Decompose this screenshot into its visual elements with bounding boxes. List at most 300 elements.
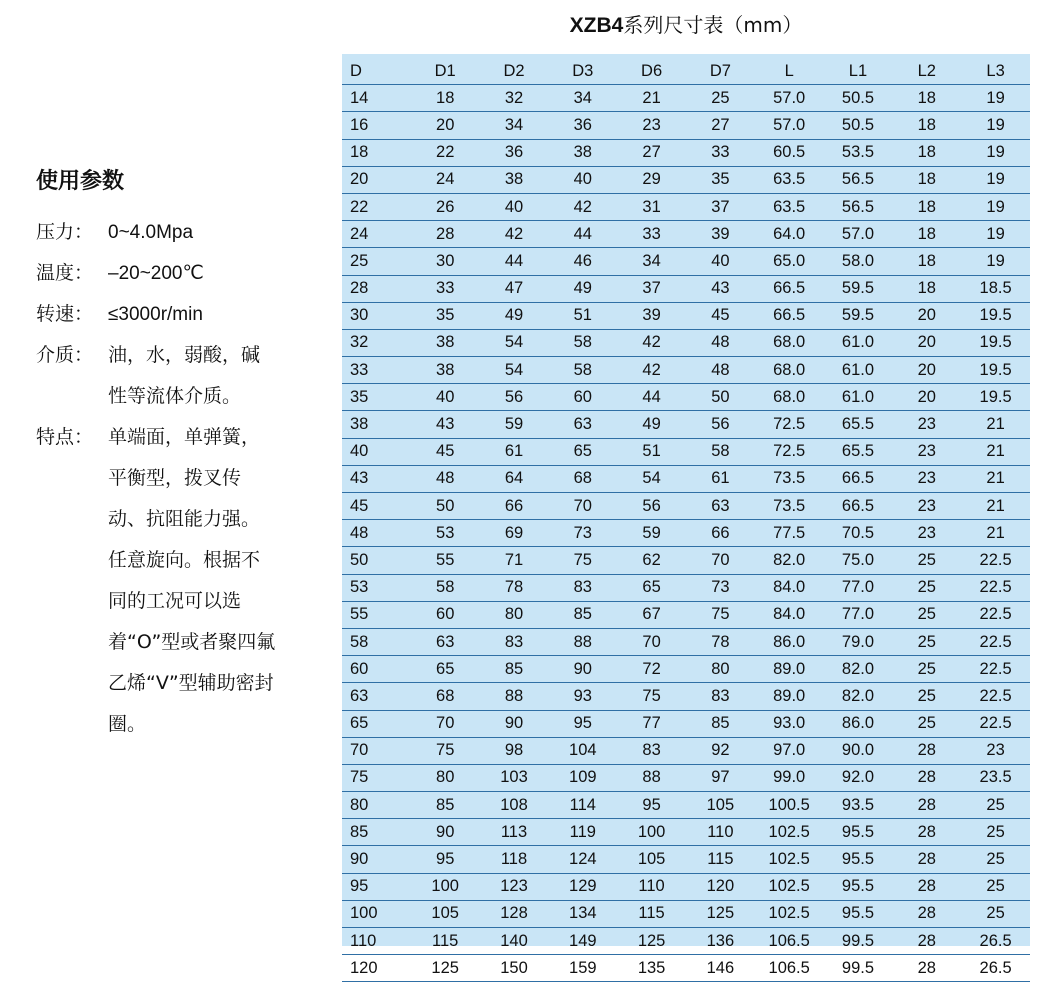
table-row <box>342 357 1030 384</box>
table-cell-l: 60.5 <box>755 139 824 166</box>
table-cell-l: 106.5 <box>755 955 824 982</box>
table-cell-d3: 42 <box>548 193 617 220</box>
table-cell-l: 89.0 <box>755 683 824 710</box>
table-cell-l2: 25 <box>892 601 961 628</box>
table-cell-d7: 80 <box>686 656 755 683</box>
table-cell-d3: 70 <box>548 493 617 520</box>
table-cell-d1: 90 <box>411 819 480 846</box>
table-cell-d1: 43 <box>411 411 480 438</box>
table-cell-l1: 56.5 <box>824 166 893 193</box>
table-cell-l: 106.5 <box>755 928 824 955</box>
table-cell-l3: 19 <box>961 166 1030 193</box>
table-cell-d2: 78 <box>480 574 549 601</box>
table-cell-d2: 44 <box>480 248 549 275</box>
table-cell-d7: 58 <box>686 438 755 465</box>
table-cell-d6: 39 <box>617 302 686 329</box>
table-row <box>342 139 1030 166</box>
table-cell-l: 102.5 <box>755 873 824 900</box>
table-row <box>342 248 1030 275</box>
table-cell-l1: 95.5 <box>824 900 893 927</box>
table-cell-l: 89.0 <box>755 656 824 683</box>
table-cell-d6: 37 <box>617 275 686 302</box>
table-cell-l2: 18 <box>892 85 961 112</box>
table-cell-l2: 20 <box>892 384 961 411</box>
table-cell-l1: 77.0 <box>824 601 893 628</box>
table-cell-d3: 34 <box>548 85 617 112</box>
table-cell-l: 86.0 <box>755 628 824 655</box>
table-cell-d: 53 <box>342 574 411 601</box>
table-cell-l1: 61.0 <box>824 329 893 356</box>
table-row <box>342 112 1030 139</box>
title-text: 系列尺寸表（mm） <box>623 13 803 37</box>
table-cell-d1: 60 <box>411 601 480 628</box>
table-cell-d1: 38 <box>411 329 480 356</box>
table-cell-l1: 56.5 <box>824 193 893 220</box>
table-cell-d: 43 <box>342 465 411 492</box>
table-row <box>342 302 1030 329</box>
table-cell-d6: 125 <box>617 928 686 955</box>
table-cell-d3: 58 <box>548 357 617 384</box>
table-cell-l2: 23 <box>892 493 961 520</box>
column-header-l2: L2 <box>892 58 961 85</box>
table-cell-l3: 21 <box>961 411 1030 438</box>
table-cell-d: 35 <box>342 384 411 411</box>
table-cell-d7: 61 <box>686 465 755 492</box>
table-cell-l2: 18 <box>892 275 961 302</box>
dimension-table <box>342 58 1030 982</box>
table-row <box>342 683 1030 710</box>
table-cell-l2: 28 <box>892 819 961 846</box>
column-header-l1: L1 <box>824 58 893 85</box>
table-cell-d6: 70 <box>617 628 686 655</box>
table-cell-d6: 83 <box>617 737 686 764</box>
table-cell-l: 68.0 <box>755 384 824 411</box>
column-header-l: L <box>755 58 824 85</box>
table-cell-d: 60 <box>342 656 411 683</box>
table-cell-l3: 18.5 <box>961 275 1030 302</box>
table-cell-l: 77.5 <box>755 520 824 547</box>
table-cell-l3: 26.5 <box>961 928 1030 955</box>
table-cell-d3: 85 <box>548 601 617 628</box>
param-label: 特点： <box>36 426 94 448</box>
table-cell-d6: 29 <box>617 166 686 193</box>
table-cell-d7: 27 <box>686 112 755 139</box>
table-cell-l3: 19 <box>961 85 1030 112</box>
table-cell-d: 25 <box>342 248 411 275</box>
table-row <box>342 221 1030 248</box>
table-cell-l2: 18 <box>892 112 961 139</box>
table-cell-d7: 136 <box>686 928 755 955</box>
table-cell-d3: 40 <box>548 166 617 193</box>
table-cell-d7: 35 <box>686 166 755 193</box>
table-cell-d7: 110 <box>686 819 755 846</box>
table-cell-l1: 66.5 <box>824 465 893 492</box>
table-cell-d2: 59 <box>480 411 549 438</box>
table-cell-d: 32 <box>342 329 411 356</box>
table-cell-d3: 44 <box>548 221 617 248</box>
table-cell-d2: 140 <box>480 928 549 955</box>
table-cell-d1: 95 <box>411 846 480 873</box>
table-cell-l3: 19 <box>961 221 1030 248</box>
param-features <box>36 417 336 745</box>
table-cell-d6: 65 <box>617 574 686 601</box>
table-row <box>342 900 1030 927</box>
table-cell-l3: 25 <box>961 792 1030 819</box>
table-row <box>342 193 1030 220</box>
table-cell-d7: 85 <box>686 710 755 737</box>
table-cell-d2: 88 <box>480 683 549 710</box>
table-cell-d: 24 <box>342 221 411 248</box>
table-row <box>342 628 1030 655</box>
table-cell-d3: 38 <box>548 139 617 166</box>
parameters-heading: 使用参数 <box>36 169 125 194</box>
param-temperature <box>36 253 336 294</box>
param-medium <box>36 335 336 417</box>
column-header-l3: L3 <box>961 58 1030 85</box>
column-header-d: D <box>342 58 411 85</box>
table-cell-d7: 120 <box>686 873 755 900</box>
table-cell-d7: 78 <box>686 628 755 655</box>
table-cell-d3: 46 <box>548 248 617 275</box>
table-cell-d3: 73 <box>548 520 617 547</box>
table-row <box>342 574 1030 601</box>
table-cell-l2: 28 <box>892 792 961 819</box>
table-cell-l1: 77.0 <box>824 574 893 601</box>
table-cell-l3: 19.5 <box>961 302 1030 329</box>
table-cell-l2: 28 <box>892 900 961 927</box>
table-cell-d: 70 <box>342 737 411 764</box>
table-cell-l3: 19.5 <box>961 384 1030 411</box>
table-cell-d6: 23 <box>617 112 686 139</box>
table-cell-d: 40 <box>342 438 411 465</box>
table-cell-d1: 85 <box>411 792 480 819</box>
table-cell-d3: 75 <box>548 547 617 574</box>
table-cell-d7: 105 <box>686 792 755 819</box>
table-cell-d2: 40 <box>480 193 549 220</box>
column-header-d6: D6 <box>617 58 686 85</box>
table-cell-l2: 20 <box>892 302 961 329</box>
table-cell-d2: 69 <box>480 520 549 547</box>
table-cell-l1: 95.5 <box>824 873 893 900</box>
table-cell-d3: 51 <box>548 302 617 329</box>
table-cell-l1: 79.0 <box>824 628 893 655</box>
table-cell-l1: 90.0 <box>824 737 893 764</box>
param-label: 转速： <box>36 303 94 325</box>
table-cell-l1: 61.0 <box>824 357 893 384</box>
table-cell-d1: 35 <box>411 302 480 329</box>
table-cell-d7: 43 <box>686 275 755 302</box>
table-cell-l: 102.5 <box>755 846 824 873</box>
table-cell-l1: 82.0 <box>824 656 893 683</box>
table-cell-l2: 25 <box>892 710 961 737</box>
table-cell-d3: 68 <box>548 465 617 492</box>
table-cell-l1: 99.5 <box>824 928 893 955</box>
table-cell-d6: 62 <box>617 547 686 574</box>
table-cell-d6: 59 <box>617 520 686 547</box>
param-value: 0~4.0Mpa <box>108 222 194 243</box>
table-cell-d6: 105 <box>617 846 686 873</box>
table-cell-d6: 72 <box>617 656 686 683</box>
table-cell-d1: 50 <box>411 493 480 520</box>
table-cell-d2: 42 <box>480 221 549 248</box>
table-cell-l2: 23 <box>892 438 961 465</box>
param-pressure <box>36 212 336 253</box>
table-cell-d1: 40 <box>411 384 480 411</box>
table-cell-l3: 19 <box>961 112 1030 139</box>
table-cell-l2: 28 <box>892 873 961 900</box>
table-cell-d1: 38 <box>411 357 480 384</box>
table-cell-l3: 26.5 <box>961 955 1030 982</box>
table-cell-l1: 61.0 <box>824 384 893 411</box>
table-cell-d6: 115 <box>617 900 686 927</box>
table-cell-d2: 56 <box>480 384 549 411</box>
table-cell-d7: 115 <box>686 846 755 873</box>
table-cell-d3: 159 <box>548 955 617 982</box>
table-cell-d1: 100 <box>411 873 480 900</box>
table-cell-d: 14 <box>342 85 411 112</box>
table-cell-d: 16 <box>342 112 411 139</box>
table-row <box>342 520 1030 547</box>
table-cell-d: 33 <box>342 357 411 384</box>
table-cell-d1: 33 <box>411 275 480 302</box>
table-cell-d: 48 <box>342 520 411 547</box>
table-cell-d2: 71 <box>480 547 549 574</box>
table-cell-d2: 113 <box>480 819 549 846</box>
table-cell-d6: 44 <box>617 384 686 411</box>
table-cell-d7: 45 <box>686 302 755 329</box>
table-cell-l: 99.0 <box>755 764 824 791</box>
table-cell-d3: 104 <box>548 737 617 764</box>
table-cell-l1: 65.5 <box>824 411 893 438</box>
table-cell-d: 65 <box>342 710 411 737</box>
table-cell-d: 120 <box>342 955 411 982</box>
table-cell-d6: 135 <box>617 955 686 982</box>
table-cell-l2: 28 <box>892 764 961 791</box>
table-cell-l1: 82.0 <box>824 683 893 710</box>
table-cell-l2: 18 <box>892 166 961 193</box>
table-row <box>342 465 1030 492</box>
table-cell-l1: 65.5 <box>824 438 893 465</box>
table-cell-l2: 28 <box>892 737 961 764</box>
table-cell-l1: 53.5 <box>824 139 893 166</box>
table-cell-l: 73.5 <box>755 493 824 520</box>
table-cell-d: 55 <box>342 601 411 628</box>
table-cell-d: 18 <box>342 139 411 166</box>
table-cell-d1: 20 <box>411 112 480 139</box>
table-cell-l3: 25 <box>961 900 1030 927</box>
table-cell-l3: 19.5 <box>961 357 1030 384</box>
table-cell-l: 64.0 <box>755 221 824 248</box>
table-cell-l3: 22.5 <box>961 656 1030 683</box>
table-cell-d: 20 <box>342 166 411 193</box>
param-value: 油，水，弱酸，碱性等流体介质。 <box>108 344 261 407</box>
table-cell-d7: 75 <box>686 601 755 628</box>
table-cell-l3: 22.5 <box>961 628 1030 655</box>
table-cell-d1: 58 <box>411 574 480 601</box>
table-cell-l: 65.0 <box>755 248 824 275</box>
table-cell-d7: 83 <box>686 683 755 710</box>
table-row <box>342 710 1030 737</box>
table-cell-d1: 65 <box>411 656 480 683</box>
table-cell-d3: 109 <box>548 764 617 791</box>
table-cell-l: 93.0 <box>755 710 824 737</box>
table-cell-d1: 30 <box>411 248 480 275</box>
table-cell-d1: 53 <box>411 520 480 547</box>
table-cell-l3: 19 <box>961 139 1030 166</box>
table-cell-l3: 23 <box>961 737 1030 764</box>
table-cell-l3: 22.5 <box>961 710 1030 737</box>
table-cell-d3: 63 <box>548 411 617 438</box>
table-cell-d7: 39 <box>686 221 755 248</box>
param-speed <box>36 294 336 335</box>
table-cell-d3: 58 <box>548 329 617 356</box>
table-cell-l1: 59.5 <box>824 275 893 302</box>
table-cell-l3: 19.5 <box>961 329 1030 356</box>
table-cell-d6: 42 <box>617 357 686 384</box>
table-cell-d: 30 <box>342 302 411 329</box>
table-cell-d2: 54 <box>480 329 549 356</box>
table-cell-l2: 25 <box>892 628 961 655</box>
table-cell-d2: 32 <box>480 85 549 112</box>
table-cell-l1: 95.5 <box>824 819 893 846</box>
table-cell-d3: 124 <box>548 846 617 873</box>
table-cell-d7: 50 <box>686 384 755 411</box>
table-cell-d1: 48 <box>411 465 480 492</box>
table-cell-d7: 66 <box>686 520 755 547</box>
table-cell-d2: 150 <box>480 955 549 982</box>
table-cell-d1: 125 <box>411 955 480 982</box>
table-cell-l1: 59.5 <box>824 302 893 329</box>
table-cell-d6: 88 <box>617 764 686 791</box>
table-cell-l1: 92.0 <box>824 764 893 791</box>
table-cell-d3: 60 <box>548 384 617 411</box>
table-cell-d1: 63 <box>411 628 480 655</box>
table-cell-l2: 23 <box>892 520 961 547</box>
table-cell-d6: 75 <box>617 683 686 710</box>
table-cell-d6: 110 <box>617 873 686 900</box>
table-cell-d2: 66 <box>480 493 549 520</box>
table-cell-l1: 50.5 <box>824 85 893 112</box>
dimension-table-panel <box>342 54 1030 977</box>
table-cell-d3: 119 <box>548 819 617 846</box>
table-row <box>342 601 1030 628</box>
table-cell-d3: 83 <box>548 574 617 601</box>
table-row <box>342 275 1030 302</box>
table-cell-d2: 123 <box>480 873 549 900</box>
table-cell-d7: 73 <box>686 574 755 601</box>
table-cell-d3: 134 <box>548 900 617 927</box>
table-cell-d3: 88 <box>548 628 617 655</box>
table-cell-d7: 48 <box>686 329 755 356</box>
table-row <box>342 411 1030 438</box>
series-code: XZB4 <box>569 14 624 37</box>
table-cell-d: 22 <box>342 193 411 220</box>
table-cell-l2: 18 <box>892 221 961 248</box>
table-cell-l: 68.0 <box>755 357 824 384</box>
table-cell-d2: 90 <box>480 710 549 737</box>
table-cell-d6: 34 <box>617 248 686 275</box>
table-row <box>342 547 1030 574</box>
table-cell-l1: 58.0 <box>824 248 893 275</box>
table-cell-l3: 22.5 <box>961 683 1030 710</box>
table-cell-d2: 128 <box>480 900 549 927</box>
table-cell-d3: 93 <box>548 683 617 710</box>
table-cell-d1: 105 <box>411 900 480 927</box>
table-row <box>342 955 1030 982</box>
table-cell-l: 66.5 <box>755 275 824 302</box>
table-cell-l: 68.0 <box>755 329 824 356</box>
table-row <box>342 438 1030 465</box>
table-cell-d6: 100 <box>617 819 686 846</box>
table-cell-l2: 18 <box>892 139 961 166</box>
table-cell-l3: 21 <box>961 465 1030 492</box>
table-cell-l2: 23 <box>892 465 961 492</box>
table-cell-d: 80 <box>342 792 411 819</box>
table-cell-d2: 85 <box>480 656 549 683</box>
table-cell-l: 63.5 <box>755 166 824 193</box>
table-cell-d2: 118 <box>480 846 549 873</box>
table-cell-d7: 37 <box>686 193 755 220</box>
table-row <box>342 819 1030 846</box>
table-cell-d2: 54 <box>480 357 549 384</box>
table-cell-d: 63 <box>342 683 411 710</box>
table-cell-l2: 28 <box>892 955 961 982</box>
table-cell-l3: 21 <box>961 438 1030 465</box>
table-cell-l: 102.5 <box>755 900 824 927</box>
table-cell-d7: 92 <box>686 737 755 764</box>
table-cell-d: 95 <box>342 873 411 900</box>
table-cell-l: 102.5 <box>755 819 824 846</box>
table-cell-d7: 97 <box>686 764 755 791</box>
param-label: 压力： <box>36 221 94 243</box>
table-cell-d: 90 <box>342 846 411 873</box>
table-cell-d: 85 <box>342 819 411 846</box>
table-cell-d3: 129 <box>548 873 617 900</box>
table-cell-d6: 49 <box>617 411 686 438</box>
table-cell-l2: 28 <box>892 928 961 955</box>
table-cell-d6: 54 <box>617 465 686 492</box>
table-row <box>342 846 1030 873</box>
table-cell-d6: 21 <box>617 85 686 112</box>
table-cell-d2: 36 <box>480 139 549 166</box>
table-cell-d1: 115 <box>411 928 480 955</box>
table-row <box>342 166 1030 193</box>
table-cell-d2: 64 <box>480 465 549 492</box>
table-cell-d: 38 <box>342 411 411 438</box>
table-row <box>342 764 1030 791</box>
table-cell-l: 84.0 <box>755 601 824 628</box>
table-cell-d2: 103 <box>480 764 549 791</box>
table-cell-d3: 65 <box>548 438 617 465</box>
table-cell-d2: 108 <box>480 792 549 819</box>
table-cell-l3: 21 <box>961 493 1030 520</box>
table-cell-d7: 48 <box>686 357 755 384</box>
table-cell-d: 100 <box>342 900 411 927</box>
column-header-d7: D7 <box>686 58 755 85</box>
column-header-d3: D3 <box>548 58 617 85</box>
table-cell-d7: 125 <box>686 900 755 927</box>
table-row <box>342 928 1030 955</box>
table-cell-l3: 19 <box>961 248 1030 275</box>
table-cell-d6: 77 <box>617 710 686 737</box>
table-cell-d1: 75 <box>411 737 480 764</box>
table-cell-d6: 95 <box>617 792 686 819</box>
table-cell-l1: 66.5 <box>824 493 893 520</box>
table-cell-d1: 18 <box>411 85 480 112</box>
table-cell-l: 82.0 <box>755 547 824 574</box>
table-cell-d3: 114 <box>548 792 617 819</box>
table-cell-d1: 45 <box>411 438 480 465</box>
